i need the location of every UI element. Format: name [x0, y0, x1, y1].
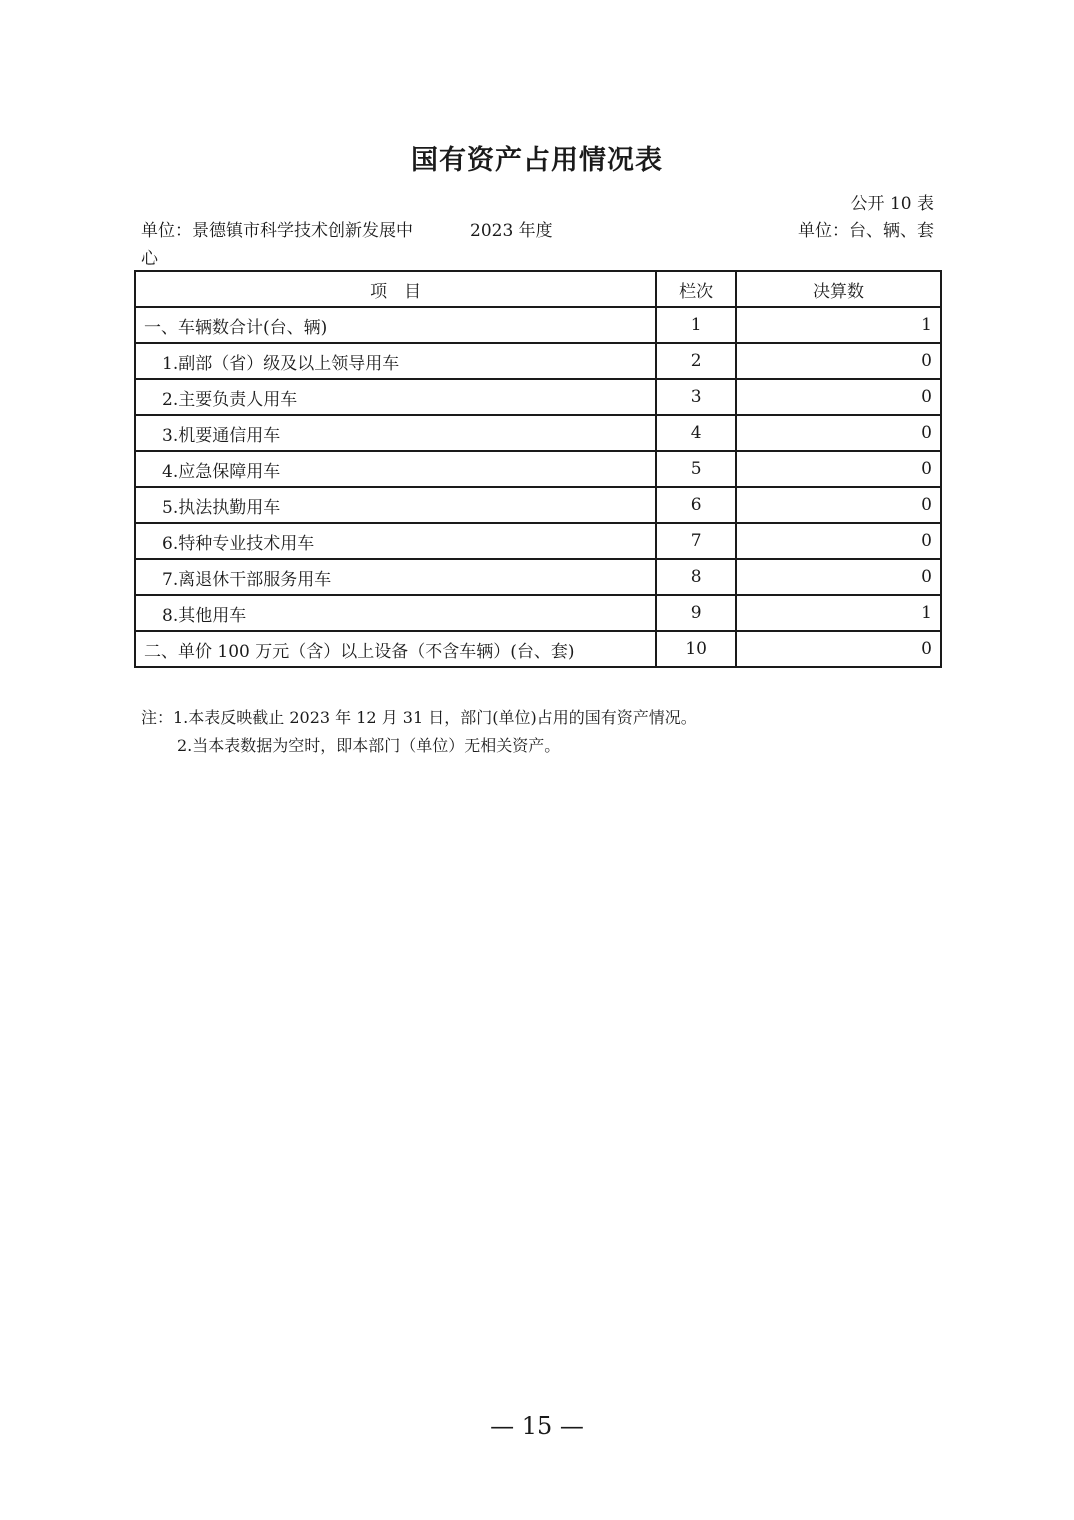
row-amount: 0 — [736, 487, 941, 523]
row-line: 3 — [656, 379, 736, 415]
row-amount: 0 — [736, 451, 941, 487]
row-amount: 0 — [736, 379, 941, 415]
row-line: 10 — [656, 631, 736, 667]
reporting-unit: 单位：景德镇市科学技术创新发展中心 — [141, 221, 413, 269]
note-1: 注：1.本表反映截止 2023 年 12 月 31 日，部门(单位)占用的国有资产情况。 — [141, 708, 697, 727]
row-line: 1 — [656, 307, 736, 343]
row-line: 5 — [656, 451, 736, 487]
row-item: 一、车辆数合计(台、辆) — [135, 307, 656, 343]
form-code: 公开 10 表 — [850, 194, 934, 214]
row-amount: 1 — [736, 307, 941, 343]
note-2: 2.当本表数据为空时，即本部门（单位）无相关资产。 — [177, 736, 561, 755]
row-line: 9 — [656, 595, 736, 631]
row-item: 3.机要通信用车 — [135, 415, 656, 451]
row-line: 6 — [656, 487, 736, 523]
header-amount: 决算数 — [736, 271, 941, 307]
table-row — [135, 487, 941, 523]
row-amount: 0 — [736, 523, 941, 559]
row-item: 6.特种专业技术用车 — [135, 523, 656, 559]
row-amount: 1 — [736, 595, 941, 631]
fiscal-year: 2023 年度 — [470, 221, 553, 241]
table-row — [135, 415, 941, 451]
table-notes — [141, 704, 697, 760]
row-item: 二、单价 100 万元（含）以上设备（不含车辆）(台、套) — [135, 631, 656, 667]
table-header-row — [135, 271, 941, 307]
asset-table — [134, 270, 942, 668]
row-amount: 0 — [736, 343, 941, 379]
row-line: 4 — [656, 415, 736, 451]
table-row — [135, 523, 941, 559]
page-number: — 15 — — [490, 1412, 584, 1440]
table-row — [135, 379, 941, 415]
row-item: 4.应急保障用车 — [135, 451, 656, 487]
row-item: 5.执法执勤用车 — [135, 487, 656, 523]
row-item: 8.其他用车 — [135, 595, 656, 631]
row-amount: 0 — [736, 415, 941, 451]
table-row — [135, 631, 941, 667]
row-item: 7.离退休干部服务用车 — [135, 559, 656, 595]
table-row — [135, 343, 941, 379]
header-line: 栏次 — [656, 271, 736, 307]
row-line: 8 — [656, 559, 736, 595]
row-item: 1.副部（省）级及以上领导用车 — [135, 343, 656, 379]
table-row — [135, 307, 941, 343]
header-item: 项 目 — [135, 271, 656, 307]
row-item: 2.主要负责人用车 — [135, 379, 656, 415]
row-amount: 0 — [736, 559, 941, 595]
table-row — [135, 559, 941, 595]
row-amount: 0 — [736, 631, 941, 667]
row-line: 7 — [656, 523, 736, 559]
row-line: 2 — [656, 343, 736, 379]
measurement-unit: 单位：台、辆、套 — [798, 221, 934, 241]
table-row — [135, 451, 941, 487]
page-title: 国有资产占用情况表 — [411, 145, 663, 176]
table-row — [135, 595, 941, 631]
